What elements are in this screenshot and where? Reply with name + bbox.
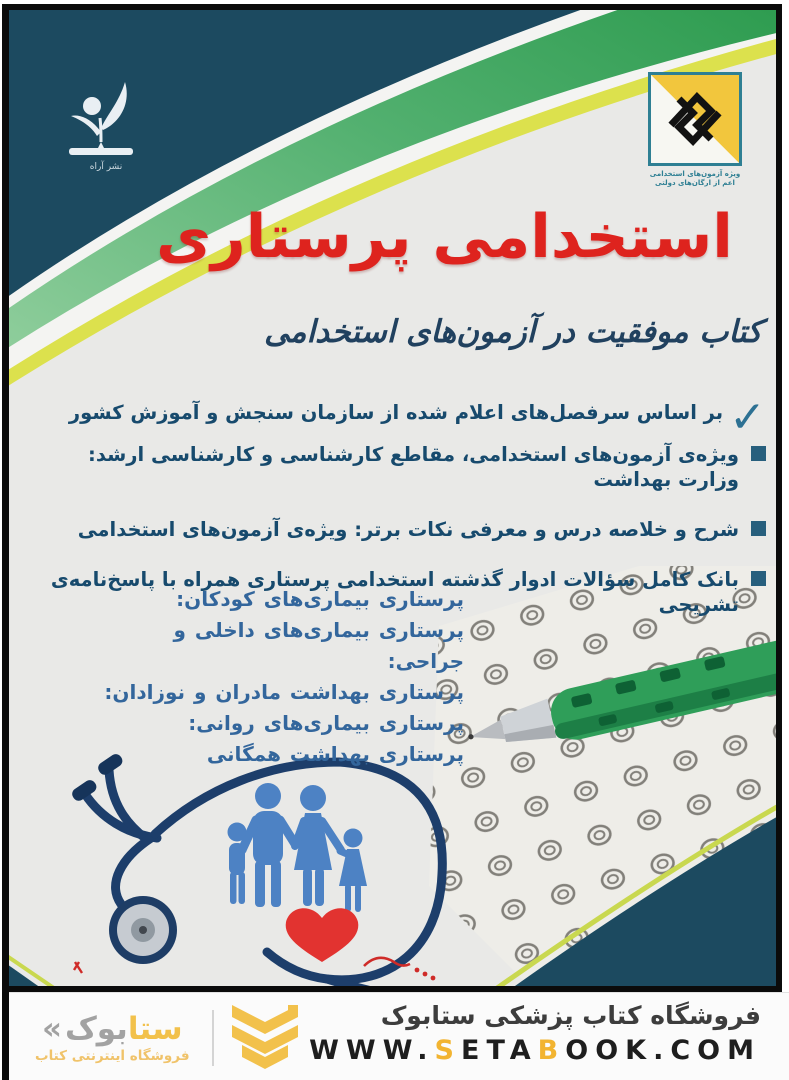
publisher-logo <box>51 68 161 172</box>
url-segment-accent: B <box>537 1035 566 1066</box>
series-emblem-icon <box>648 72 742 166</box>
feature-text: بر اساس سرفصل‌های اعلام شده از سازمان سنجش و آموزش کشور <box>68 401 724 424</box>
wordmark-part-gray: بوک <box>64 1010 128 1047</box>
square-bullet-icon <box>751 446 766 461</box>
feature-item <box>49 442 766 492</box>
feature-text: ویژه‌ی آزمون‌های استخدامی، مقاطع کارشناسی و کارشناسی ارشد: وزارت بهداشت <box>88 443 739 491</box>
url-segment: ETA <box>461 1035 538 1066</box>
series-caption-line2: اعم از ارگان‌های دولتی <box>655 179 735 187</box>
setabook-logo <box>35 1005 304 1071</box>
checkmark-icon: ✓ <box>729 392 766 443</box>
setabook-wordmark <box>35 1010 190 1047</box>
publisher-emblem-icon <box>51 68 151 160</box>
url-segment-accent: S <box>434 1035 461 1066</box>
topics-list <box>104 584 464 770</box>
square-bullet-icon <box>751 571 766 586</box>
publisher-caption: نشر آراه <box>89 162 123 172</box>
feature-item <box>49 392 766 443</box>
square-bullet-icon <box>751 521 766 536</box>
series-caption-line1: ویژه آزمون‌های استخدامی <box>649 170 741 178</box>
series-logo <box>645 72 745 188</box>
store-name: فروشگاه کتاب پزشکی ستابوک <box>380 1001 761 1030</box>
setabook-emblem-icon <box>226 1005 304 1071</box>
family-illustration <box>228 783 368 912</box>
logo-divider <box>212 1010 214 1066</box>
url-segment: OOK.COM <box>565 1035 761 1066</box>
feature-item <box>49 517 766 542</box>
topic-item: پرستاری بیماری‌های کودکان: <box>176 587 464 611</box>
wordmark-guillemet: « <box>41 1010 62 1047</box>
book-title: استخدامی پرستاری <box>156 202 733 272</box>
logo-tagline: فروشگاه اینترنتی کتاب <box>35 1047 190 1064</box>
topic-item: پرستاری بهداشت مادران و نوزادان: <box>104 680 464 704</box>
topic-item: پرستاری بیماری‌های روانی: <box>188 711 464 735</box>
url-segment: WWW. <box>309 1035 435 1066</box>
feature-text: شرح و خلاصه درس و معرفی نکات برتر: ویژه‌ی آزمون‌های استخدامی <box>77 518 739 541</box>
store-url <box>309 1033 761 1069</box>
topic-item: پرستاری بیماری‌های داخلی و جراحی: <box>173 618 464 673</box>
heart-icon <box>286 908 359 962</box>
topic-item: پرستاری بهداشت همگانی <box>206 742 464 766</box>
wordmark-part-yellow: ستا <box>127 1010 183 1047</box>
book-cover <box>9 10 776 986</box>
feature-text: بانک کامل سؤالات ادوار گذشته استخدامی پرستاری همراه با پاسخ‌نامه‌ی تشریحی <box>50 568 739 616</box>
store-footer <box>9 992 789 1080</box>
book-subtitle: کتاب موفقیت در آزمون‌های استخدامی <box>264 314 762 350</box>
